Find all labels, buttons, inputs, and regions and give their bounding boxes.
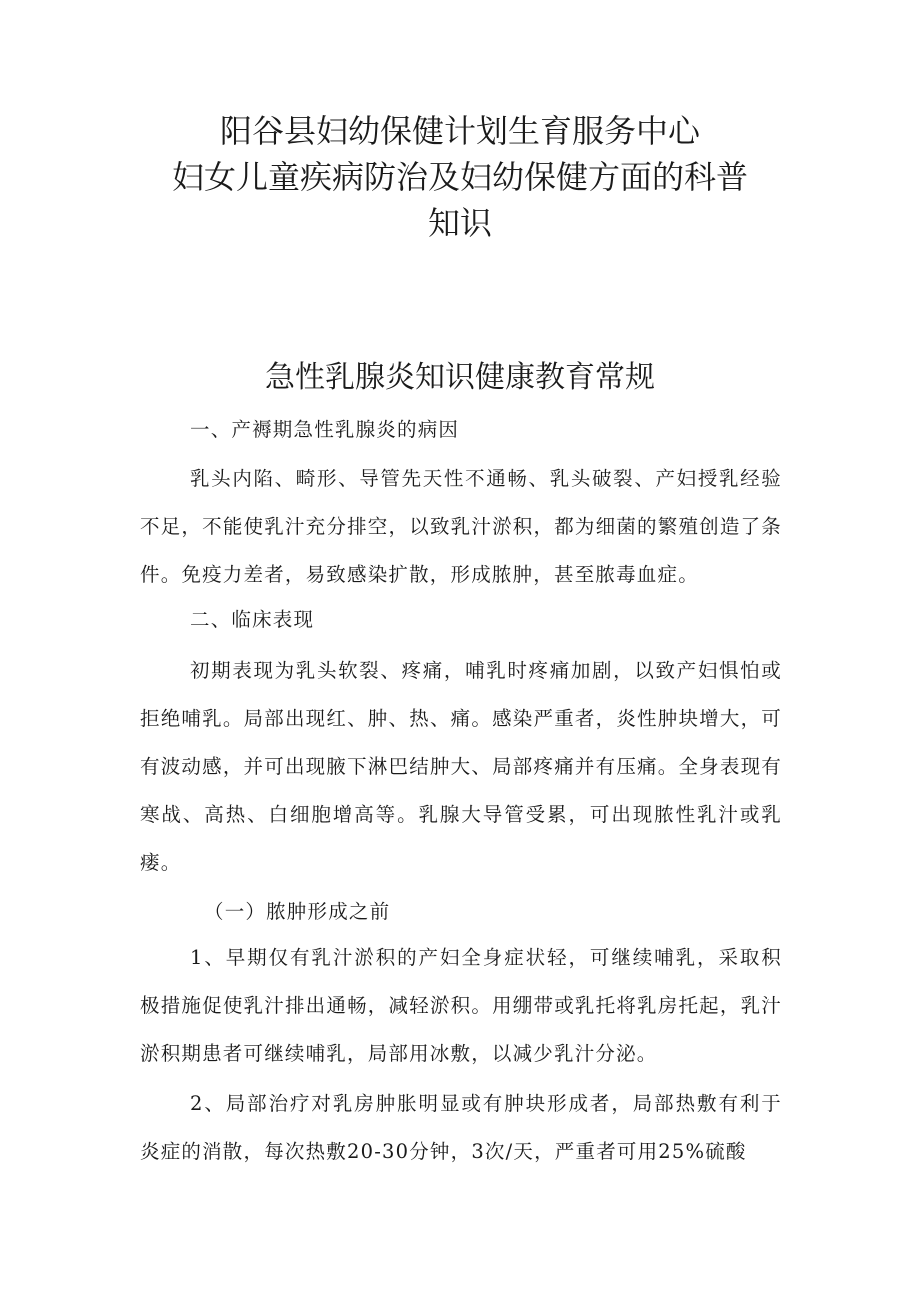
section-1-heading: 一、产褥期急性乳腺炎的病因: [190, 418, 460, 441]
section-2-heading: 二、临床表现: [190, 608, 315, 631]
subsection-1-heading: （一）脓肿形成之前: [204, 900, 391, 923]
document-header: [120, 108, 800, 246]
article-title: 急性乳腺炎知识健康教育常规: [265, 360, 655, 395]
header-title-line-3: 知识: [427, 204, 492, 242]
item-2: 2、局部治疗对乳房肿胀明显或有肿块形成者，局部热敷有利于炎症的消散，每次热敷20-30分钟，3次/天，严重者可用25%硫酸: [140, 1092, 782, 1163]
section-1-body: 乳头内陷、畸形、导管先天性不通畅、乳头破裂、产妇授乳经验不足，不能使乳汁充分排空，以致乳汁淤积，都为细菌的繁殖创造了条件。免疫力差者，易致感染扩散，形成脓肿，甚至脓毒血症。: [140, 467, 782, 586]
header-title-line-1: 阳谷县妇幼保健计划生育服务中心: [219, 112, 700, 150]
section-2-body: 初期表现为乳头软裂、疼痛，哺乳时疼痛加剧，以致产妇惧怕或拒绝哺乳。局部出现红、肿、热、痛。感染严重者，炎性肿块增大，可有波动感，并可出现腋下淋巴结肿大、局部疼痛并有压痛。全身表现有寒战、高热、白细胞增高等。乳腺大导管受累，可出现脓性乳汁或乳瘘。: [140, 659, 782, 874]
item-1: 1、早期仅有乳汁淤积的产妇全身症状轻，可继续哺乳，采取积极措施促使乳汁排出通畅，减轻淤积。用绷带或乳托将乳房托起，乳汁淤积期患者可继续哺乳，局部用冰敷，以减少乳汁分泌。: [140, 946, 782, 1065]
header-title-line-2: 妇女儿童疾病防治及妇幼保健方面的科普: [171, 158, 748, 196]
